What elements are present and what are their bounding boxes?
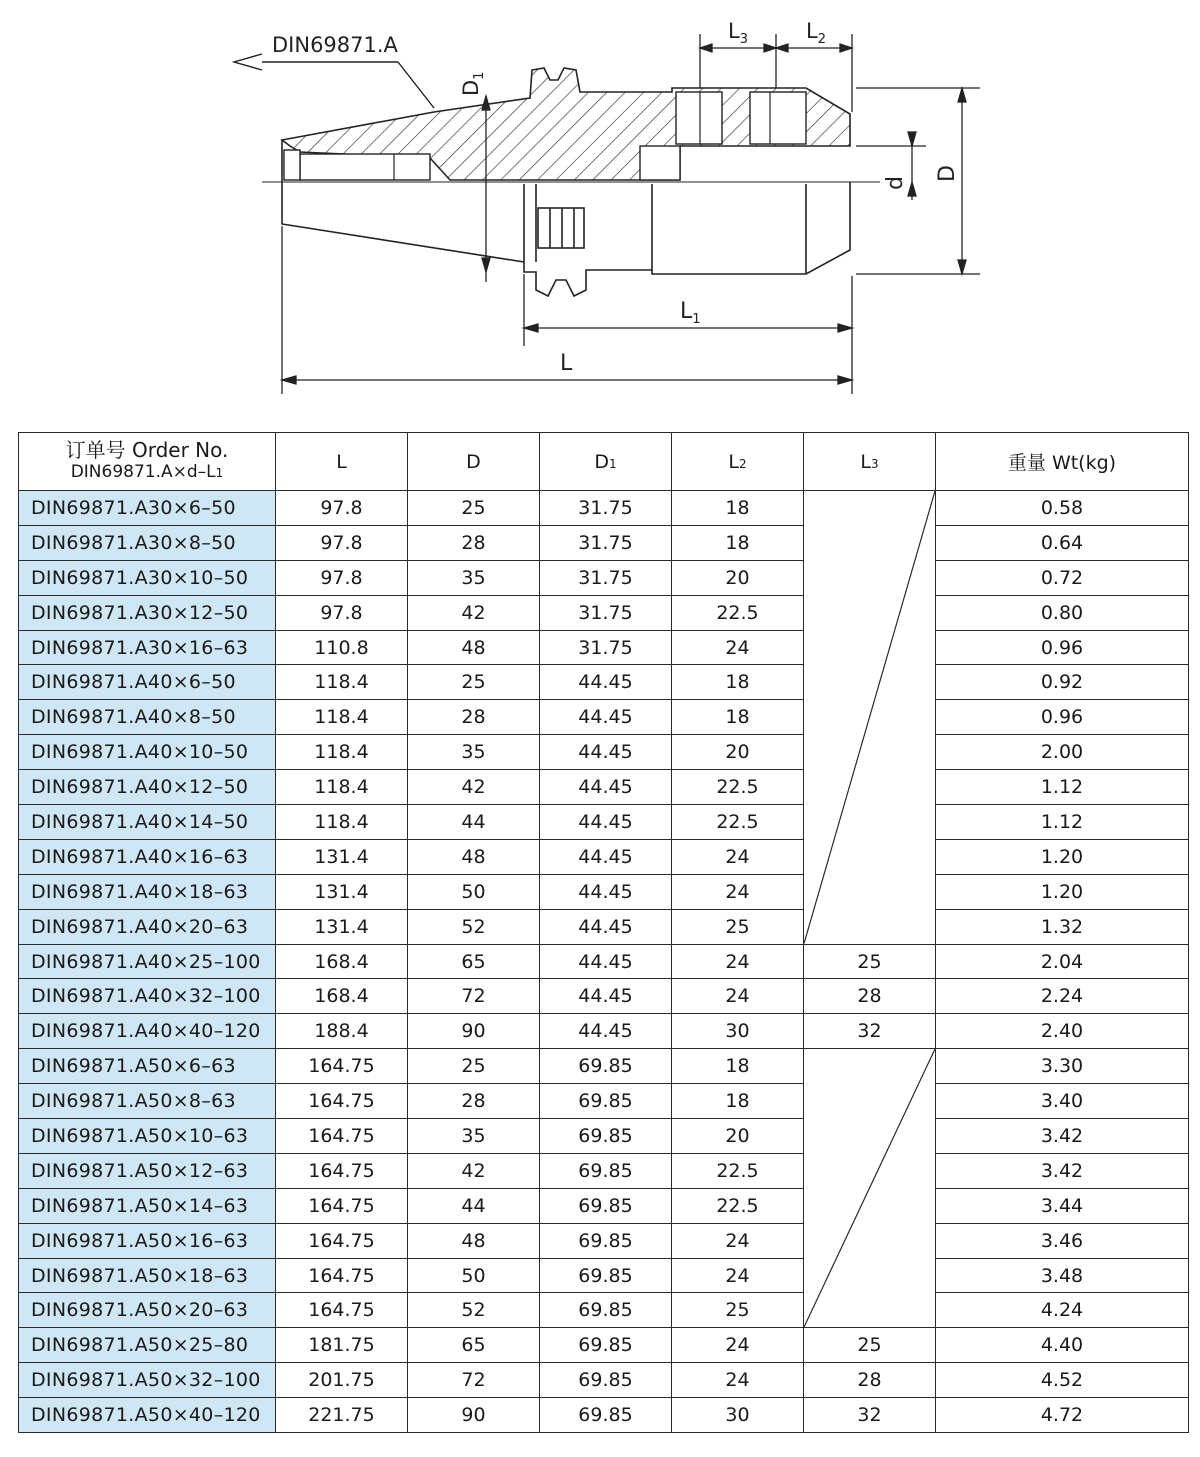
cell-L2: 24 [672, 1363, 804, 1398]
table-row [19, 1258, 1189, 1293]
cell-D1: 69.85 [540, 1188, 672, 1223]
cell-L: 131.4 [276, 909, 408, 944]
cell-D1: 44.45 [540, 1014, 672, 1049]
cell-L2: 30 [672, 1014, 804, 1049]
cell-D: 28 [408, 525, 540, 560]
cell-L: 97.8 [276, 595, 408, 630]
cell-order: DIN69871.A50×12–63 [19, 1153, 276, 1188]
cell-D: 48 [408, 1223, 540, 1258]
cell-D: 42 [408, 595, 540, 630]
header-D1: D1 [540, 433, 672, 491]
cell-L2: 22.5 [672, 595, 804, 630]
cell-order: DIN69871.A40×14–50 [19, 805, 276, 840]
cell-D: 35 [408, 1119, 540, 1154]
cell-D: 52 [408, 1293, 540, 1328]
cell-Wt: 2.40 [936, 1014, 1189, 1049]
cell-D: 65 [408, 1328, 540, 1363]
cell-D: 48 [408, 630, 540, 665]
cell-L2: 24 [672, 839, 804, 874]
cell-L2: 24 [672, 1258, 804, 1293]
cell-D1: 69.85 [540, 1328, 672, 1363]
cell-D: 42 [408, 770, 540, 805]
table-row [19, 1084, 1189, 1119]
cell-D: 28 [408, 1084, 540, 1119]
cell-D1: 69.85 [540, 1153, 672, 1188]
cell-D1: 31.75 [540, 595, 672, 630]
cell-order: DIN69871.A50×8–63 [19, 1084, 276, 1119]
cell-D: 25 [408, 491, 540, 526]
cell-D1: 31.75 [540, 525, 672, 560]
cell-L2: 30 [672, 1398, 804, 1433]
table-row [19, 665, 1189, 700]
cell-order: DIN69871.A50×16–63 [19, 1223, 276, 1258]
table-row [19, 1188, 1189, 1223]
cell-Wt: 1.12 [936, 770, 1189, 805]
cell-D1: 69.85 [540, 1293, 672, 1328]
cell-D1: 69.85 [540, 1363, 672, 1398]
cell-order: DIN69871.A50×25–80 [19, 1328, 276, 1363]
cell-D: 44 [408, 1188, 540, 1223]
cell-L: 97.8 [276, 525, 408, 560]
cell-L3: 28 [804, 1363, 936, 1398]
cell-order: DIN69871.A40×8–50 [19, 700, 276, 735]
cell-L: 164.75 [276, 1293, 408, 1328]
table-header-row [19, 433, 1189, 491]
header-order-no [19, 433, 276, 491]
table-row [19, 805, 1189, 840]
cell-order: DIN69871.A30×16–63 [19, 630, 276, 665]
cell-order: DIN69871.A50×10–63 [19, 1119, 276, 1154]
header-L2: L2 [672, 433, 804, 491]
cell-order: DIN69871.A30×12–50 [19, 595, 276, 630]
cell-D: 28 [408, 700, 540, 735]
cell-D1: 69.85 [540, 1223, 672, 1258]
cell-L2: 20 [672, 560, 804, 595]
table-row [19, 1328, 1189, 1363]
cell-L: 164.75 [276, 1049, 408, 1084]
cell-order: DIN69871.A40×25–100 [19, 944, 276, 979]
cell-L2: 24 [672, 874, 804, 909]
table-row [19, 944, 1189, 979]
table-row [19, 735, 1189, 770]
cell-order: DIN69871.A40×20–63 [19, 909, 276, 944]
table-row [19, 839, 1189, 874]
cell-Wt: 3.30 [936, 1049, 1189, 1084]
cell-L: 164.75 [276, 1188, 408, 1223]
cell-L3: 32 [804, 1398, 936, 1433]
cell-D1: 44.45 [540, 944, 672, 979]
cell-D: 50 [408, 874, 540, 909]
cell-Wt: 2.00 [936, 735, 1189, 770]
cell-D: 52 [408, 909, 540, 944]
cell-L: 97.8 [276, 491, 408, 526]
cell-L: 131.4 [276, 839, 408, 874]
callout-label: DIN69871.A [272, 33, 398, 57]
cell-L2: 18 [672, 665, 804, 700]
table-row [19, 1363, 1189, 1398]
cell-order: DIN69871.A40×6–50 [19, 665, 276, 700]
cell-D: 35 [408, 735, 540, 770]
cell-Wt: 4.24 [936, 1293, 1189, 1328]
cell-L3-empty [804, 491, 936, 945]
cell-Wt: 1.32 [936, 909, 1189, 944]
table-row [19, 1153, 1189, 1188]
cell-L: 201.75 [276, 1363, 408, 1398]
cell-D1: 69.85 [540, 1084, 672, 1119]
cell-order: DIN69871.A30×10–50 [19, 560, 276, 595]
cell-Wt: 3.44 [936, 1188, 1189, 1223]
cell-L: 118.4 [276, 805, 408, 840]
cell-L: 164.75 [276, 1153, 408, 1188]
cell-L3: 25 [804, 1328, 936, 1363]
cell-Wt: 1.12 [936, 805, 1189, 840]
cell-L: 110.8 [276, 630, 408, 665]
cell-L2: 25 [672, 909, 804, 944]
cell-L3: 32 [804, 1014, 936, 1049]
cell-D: 42 [408, 1153, 540, 1188]
cell-D1: 44.45 [540, 735, 672, 770]
cell-L: 118.4 [276, 700, 408, 735]
cell-L2: 24 [672, 1223, 804, 1258]
cell-L: 164.75 [276, 1119, 408, 1154]
cell-L2: 18 [672, 1084, 804, 1119]
cell-D1: 69.85 [540, 1119, 672, 1154]
dim-L: L [560, 351, 573, 376]
tool-holder-drawing [0, 0, 1200, 420]
cell-L2: 20 [672, 735, 804, 770]
cell-L: 97.8 [276, 560, 408, 595]
cell-L: 118.4 [276, 665, 408, 700]
cell-Wt: 2.04 [936, 944, 1189, 979]
cell-L2: 22.5 [672, 805, 804, 840]
cell-D1: 44.45 [540, 805, 672, 840]
cell-L: 168.4 [276, 944, 408, 979]
cell-Wt: 0.92 [936, 665, 1189, 700]
cell-order: DIN69871.A40×32–100 [19, 979, 276, 1014]
table-row [19, 770, 1189, 805]
cell-order: DIN69871.A50×6–63 [19, 1049, 276, 1084]
cell-order: DIN69871.A40×18–63 [19, 874, 276, 909]
cell-D: 72 [408, 1363, 540, 1398]
cell-Wt: 2.24 [936, 979, 1189, 1014]
cell-L2: 18 [672, 700, 804, 735]
cell-Wt: 4.52 [936, 1363, 1189, 1398]
cell-L2: 18 [672, 1049, 804, 1084]
cell-order: DIN69871.A40×12–50 [19, 770, 276, 805]
cell-order: DIN69871.A50×40–120 [19, 1398, 276, 1433]
cell-D: 35 [408, 560, 540, 595]
table-row [19, 909, 1189, 944]
cell-D: 48 [408, 839, 540, 874]
header-order-line2: DIN69871.A×d–L1 [70, 462, 224, 482]
dim-D: D [935, 165, 960, 182]
cell-order: DIN69871.A50×14–63 [19, 1188, 276, 1223]
table-row [19, 1223, 1189, 1258]
spec-table [18, 432, 1189, 1433]
cell-D1: 44.45 [540, 874, 672, 909]
cell-L: 168.4 [276, 979, 408, 1014]
cell-L2: 25 [672, 1293, 804, 1328]
cell-D: 44 [408, 805, 540, 840]
cell-L: 131.4 [276, 874, 408, 909]
cell-L2: 22.5 [672, 1153, 804, 1188]
cell-L2: 24 [672, 979, 804, 1014]
cell-order: DIN69871.A50×20–63 [19, 1293, 276, 1328]
cell-D1: 44.45 [540, 770, 672, 805]
dim-D1: $D_1$ [459, 71, 487, 96]
cell-D1: 31.75 [540, 491, 672, 526]
cell-L: 181.75 [276, 1328, 408, 1363]
cell-L2: 18 [672, 491, 804, 526]
cell-L2: 22.5 [672, 770, 804, 805]
table-row [19, 1398, 1189, 1433]
table-row [19, 1293, 1189, 1328]
cell-order: DIN69871.A50×32–100 [19, 1363, 276, 1398]
cell-L2: 22.5 [672, 1188, 804, 1223]
cell-Wt: 0.80 [936, 595, 1189, 630]
cell-L3: 25 [804, 944, 936, 979]
cell-L2: 24 [672, 944, 804, 979]
cell-Wt: 3.46 [936, 1223, 1189, 1258]
cell-Wt: 0.72 [936, 560, 1189, 595]
table-row [19, 525, 1189, 560]
cell-L: 188.4 [276, 1014, 408, 1049]
dim-L1: $L_1$ [680, 299, 701, 327]
cell-L3: 28 [804, 979, 936, 1014]
cell-L2: 24 [672, 1328, 804, 1363]
cell-Wt: 3.42 [936, 1153, 1189, 1188]
table-row [19, 595, 1189, 630]
cell-order: DIN69871.A40×16–63 [19, 839, 276, 874]
cell-D: 50 [408, 1258, 540, 1293]
cell-D: 90 [408, 1398, 540, 1433]
cell-Wt: 4.40 [936, 1328, 1189, 1363]
cell-D1: 69.85 [540, 1258, 672, 1293]
cell-D1: 44.45 [540, 909, 672, 944]
cell-D1: 31.75 [540, 560, 672, 595]
header-D: D [408, 433, 540, 491]
cell-L3-empty [804, 1049, 936, 1328]
cell-Wt: 0.64 [936, 525, 1189, 560]
cell-Wt: 3.48 [936, 1258, 1189, 1293]
cell-Wt: 4.72 [936, 1398, 1189, 1433]
cell-D1: 44.45 [540, 665, 672, 700]
cell-D: 65 [408, 944, 540, 979]
cell-Wt: 0.96 [936, 700, 1189, 735]
cell-order: DIN69871.A50×18–63 [19, 1258, 276, 1293]
cell-order: DIN69871.A40×10–50 [19, 735, 276, 770]
dim-d: d [883, 176, 908, 190]
cell-Wt: 0.96 [936, 630, 1189, 665]
header-L3: L3 [804, 433, 936, 491]
dim-L2: $L_2$ [806, 19, 826, 47]
cell-L: 164.75 [276, 1084, 408, 1119]
cell-D: 25 [408, 665, 540, 700]
table-row [19, 1119, 1189, 1154]
table-row [19, 560, 1189, 595]
cell-L2: 18 [672, 525, 804, 560]
cell-Wt: 1.20 [936, 839, 1189, 874]
table-row [19, 874, 1189, 909]
cell-D1: 44.45 [540, 700, 672, 735]
cell-Wt: 3.42 [936, 1119, 1189, 1154]
cell-D1: 44.45 [540, 979, 672, 1014]
cell-Wt: 3.40 [936, 1084, 1189, 1119]
cell-Wt: 1.20 [936, 874, 1189, 909]
cell-Wt: 0.58 [936, 491, 1189, 526]
cell-order: DIN69871.A30×6–50 [19, 491, 276, 526]
cell-D: 90 [408, 1014, 540, 1049]
cell-D: 25 [408, 1049, 540, 1084]
cell-order: DIN69871.A40×40–120 [19, 1014, 276, 1049]
cell-L: 118.4 [276, 735, 408, 770]
cell-L: 164.75 [276, 1258, 408, 1293]
cell-L2: 24 [672, 630, 804, 665]
cell-D1: 69.85 [540, 1049, 672, 1084]
header-L: L [276, 433, 408, 491]
table-row [19, 1014, 1189, 1049]
table-row [19, 630, 1189, 665]
table-row [19, 700, 1189, 735]
cell-L: 221.75 [276, 1398, 408, 1433]
header-weight: 重量 Wt(kg) [936, 433, 1189, 491]
cell-D1: 69.85 [540, 1398, 672, 1433]
table-row [19, 979, 1189, 1014]
cell-L: 118.4 [276, 770, 408, 805]
cell-D: 72 [408, 979, 540, 1014]
dim-L3: $L_3$ [728, 19, 748, 47]
cell-D1: 44.45 [540, 839, 672, 874]
cell-L: 164.75 [276, 1223, 408, 1258]
cell-D1: 31.75 [540, 630, 672, 665]
cell-L2: 20 [672, 1119, 804, 1154]
header-order-line1: 订单号 Order No. [65, 438, 229, 462]
cell-order: DIN69871.A30×8–50 [19, 525, 276, 560]
table-row [19, 1049, 1189, 1084]
table-row [19, 491, 1189, 526]
